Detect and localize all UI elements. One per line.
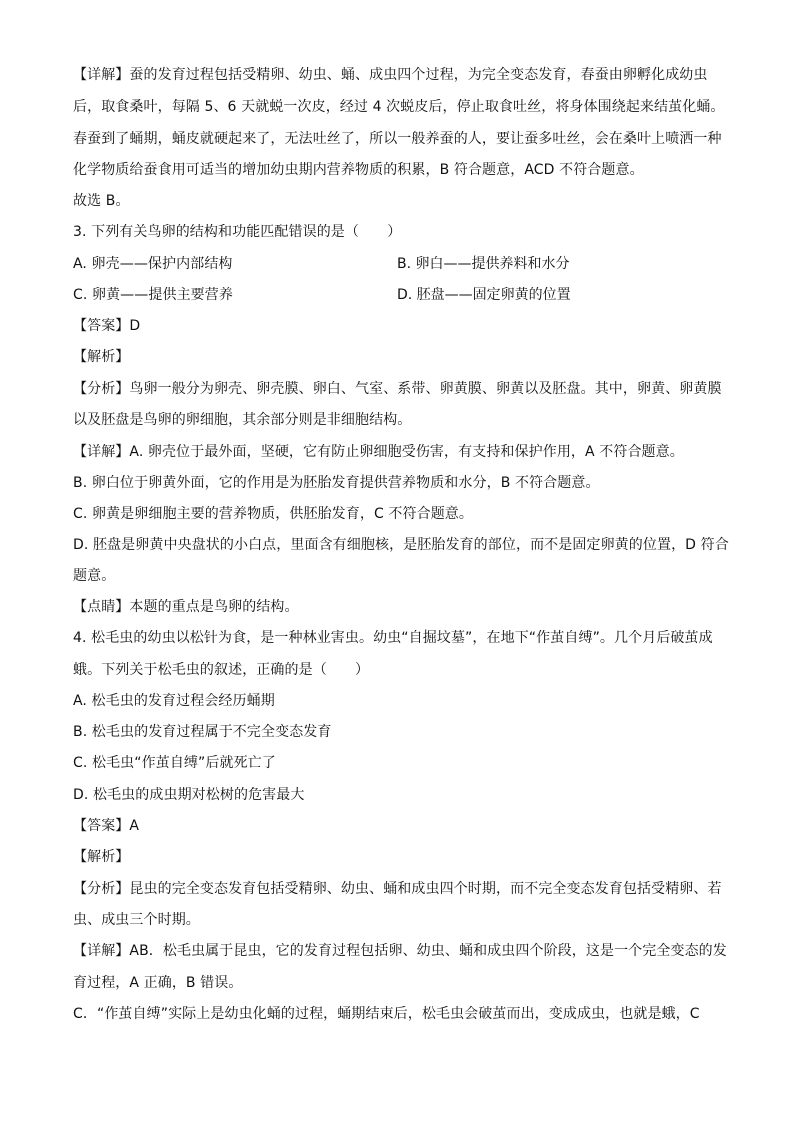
text-line: 题意。 bbox=[73, 568, 116, 584]
option-a: A. 卵壳——保护内部结构 bbox=[73, 256, 233, 272]
text-line: 后，取食桑叶，每隔 5、6 天就蜕一次皮，经过 4 次蜕皮后，停止取食吐丝，将身体围绕起来结茧化蛹。 bbox=[73, 99, 725, 115]
text-line: C. 卵黄是卵细胞主要的营养物质，供胚胎发育，C 不符合题意。 bbox=[73, 506, 473, 522]
option-c: C. 松毛虫“作茧自缚”后就死亡了 bbox=[73, 755, 276, 771]
analysis-label: 【解析】 bbox=[73, 349, 130, 365]
answer-label: 【答案】A bbox=[73, 818, 140, 834]
text-line: 春蚕到了蛹期，蛹皮就硬起来了，无法吐丝了，所以一般养蚕的人，要让蚕多吐丝，会在桑叶上喷洒一种 bbox=[73, 131, 722, 147]
text-line: 【详解】A. 卵壳位于最外面，坚硬，它有防止卵细胞受伤害，有支持和保护作用，A 不符合题意。 bbox=[73, 444, 684, 460]
option-b: B. 卵白——提供养料和水分 bbox=[397, 256, 570, 272]
option-d: D. 胚盘——固定卵黄的位置 bbox=[397, 287, 571, 303]
text-line: 【详解】AB．松毛虫属于昆虫，它的发育过程包括卵、幼虫、蛹和成虫四个阶段，这是一个完全变态的发 bbox=[73, 943, 727, 959]
question-3-stem: 3. 下列有关鸟卵的结构和功能匹配错误的是（ ） bbox=[73, 224, 402, 240]
text-line: 蛾。下列关于松毛虫的叙述，正确的是（ ） bbox=[73, 662, 370, 678]
text-line: B. 卵白位于卵黄外面，它的作用是为胚胎发育提供营养物质和水分，B 不符合题意。 bbox=[73, 475, 600, 491]
option-a: A. 松毛虫的发育过程会经历蛹期 bbox=[73, 693, 275, 709]
text-line: 育过程，A 正确，B 错误。 bbox=[73, 975, 243, 991]
option-c: C. 卵黄——提供主要营养 bbox=[73, 287, 233, 303]
analysis-label: 【解析】 bbox=[73, 849, 130, 865]
text-line: 虫、成虫三个时期。 bbox=[73, 912, 200, 928]
text-line: 化学物质给蚕食用可适当的增加幼虫期内营养物质的积累，B 符合题意，ACD 不符合题意。 bbox=[73, 162, 644, 178]
text-line: 以及胚盘是鸟卵的卵细胞，其余部分则是非细胞结构。 bbox=[73, 412, 412, 428]
text-line: 【详解】蚕的发育过程包括受精卵、幼虫、蛹、成虫四个过程，为完全变态发育，春蚕由卵孵化成幼虫 bbox=[73, 67, 708, 83]
answer-label: 【答案】D bbox=[73, 318, 141, 334]
text-line: D. 胚盘是卵黄中央盘状的小白点，里面含有细胞核，是胚胎发育的部位，而不是固定卵黄的位置，D 符合 bbox=[73, 537, 729, 553]
text-line: 【分析】昆虫的完全变态发育包括受精卵、幼虫、蛹和成虫四个时期，而不完全变态发育包括受精卵、若 bbox=[73, 881, 722, 897]
option-d: D. 松毛虫的成虫期对松树的危害最大 bbox=[73, 787, 305, 803]
text-line: 【分析】鸟卵一般分为卵壳、卵壳膜、卵白、气室、系带、卵黄膜、卵黄以及胚盘。其中，卵黄、卵黄膜 bbox=[73, 381, 722, 397]
text-line: 【点睛】本题的重点是鸟卵的结构。 bbox=[73, 599, 299, 615]
question-4-stem: 4. 松毛虫的幼虫以松针为食，是一种林业害虫。幼虫“自掘坟墓”，在地下“作茧自缚”。几个月后破茧成 bbox=[73, 630, 713, 646]
text-line: C．“作茧自缚”实际上是幼虫化蛹的过程，蛹期结束后，松毛虫会破茧而出，变成成虫，也就是蛾，C bbox=[73, 1006, 700, 1022]
text-line: 故选 B。 bbox=[73, 193, 130, 209]
option-b: B. 松毛虫的发育过程属于不完全变态发育 bbox=[73, 724, 332, 740]
